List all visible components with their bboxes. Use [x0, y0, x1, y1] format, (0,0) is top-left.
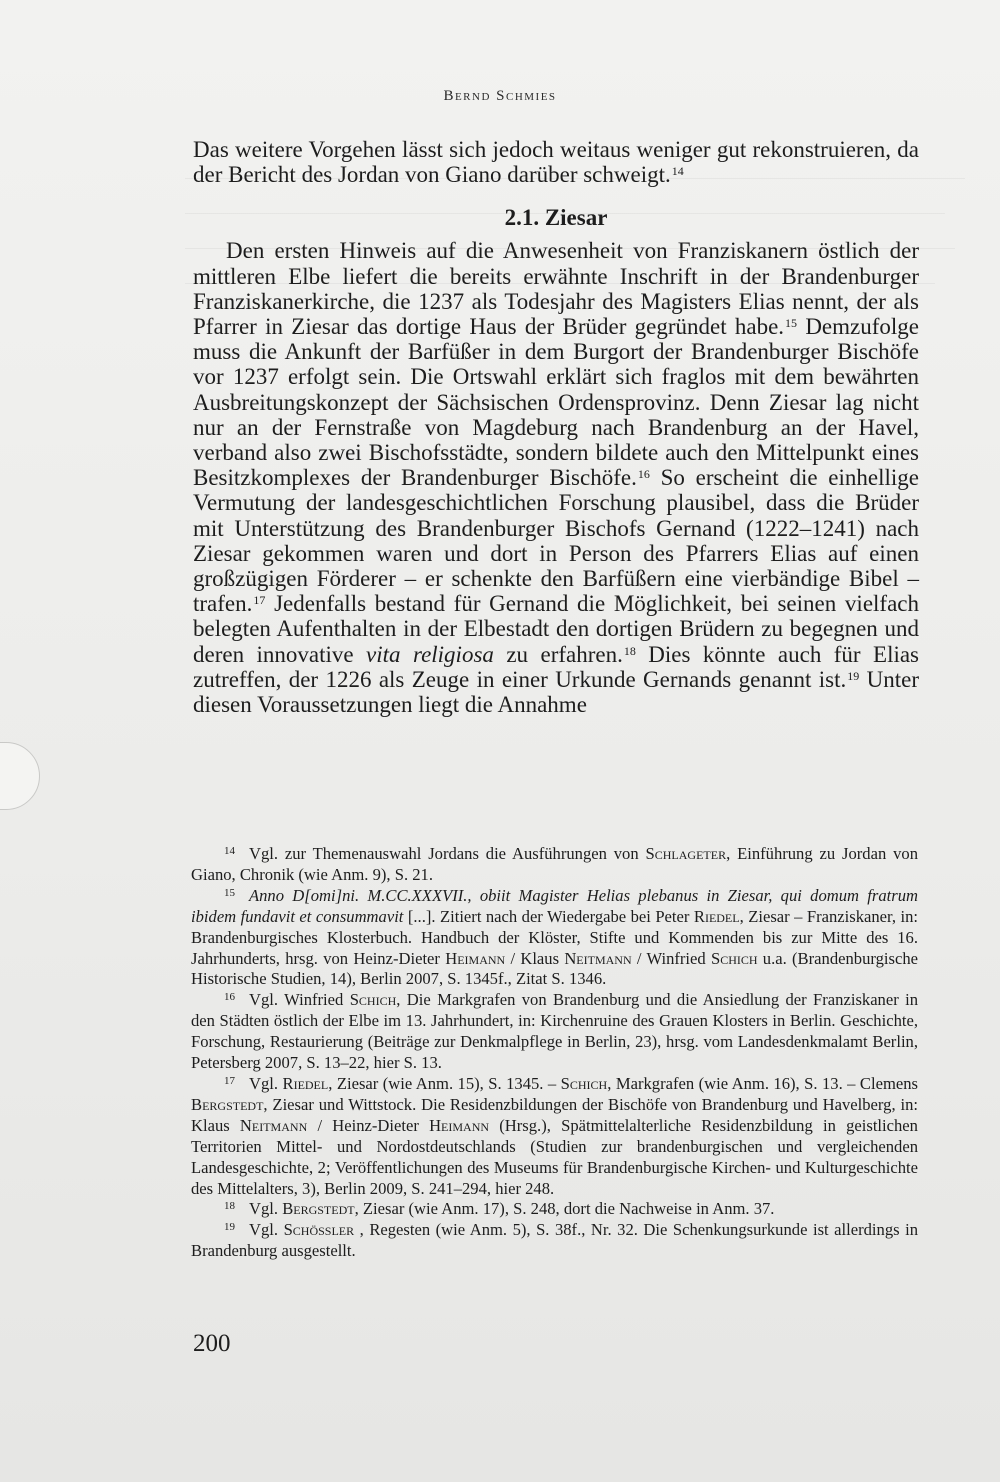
footnote-ref-14[interactable]: 14	[671, 164, 684, 179]
footnote-text: Vgl.	[249, 1073, 283, 1093]
footnote-text: , Regesten (wie Anm. 5), S. 38f., Nr. 32. Die Schenkungsurkunde ist allerdings in Brandenburg ausgestellt.	[191, 1220, 919, 1261]
footnote-ref-18[interactable]: 18	[623, 643, 636, 658]
author-name: Bergstedt	[282, 1199, 355, 1219]
footnote-text: , Ziesar (wie Anm. 15), S. 1345. –	[328, 1073, 561, 1093]
opening-paragraph-text: Das weitere Vorgehen lässt sich jedoch weitaus weniger gut rekonstruieren, da der Bericht des Jordan von Giano darüber schweigt.	[193, 137, 919, 188]
opening-paragraph	[193, 137, 919, 187]
author-name: Bergstedt	[191, 1094, 264, 1114]
footnote-text: , Ziesar – Franziskaner, in: Brandenburgisches Klosterbuch. Handbuch der Klöster, Stifte und Kommenden bis zur Mitte des 16. Jahrhunderts, hrsg. von Heinz-Dieter	[191, 906, 918, 968]
footnote-ref-15[interactable]: 15	[785, 316, 798, 331]
author-name: Schich	[710, 948, 758, 968]
footnote-16	[191, 990, 918, 1074]
inscription-quote: Anno D[omi]ni. M.CC.XXXVII., obiit Magister Helias plebanus in Ziesar, qui domum fratrum ibidem fundavit et consummavit	[191, 885, 918, 926]
author-name: Riedel	[693, 906, 740, 926]
main-text	[193, 137, 919, 717]
footnote-text: [...]. Zitiert nach der Wiedergabe bei Peter	[403, 906, 694, 926]
footnote-number: 18	[224, 1200, 235, 1213]
author-name: Heimann	[429, 1115, 490, 1135]
footnote-ref-19[interactable]: 19	[847, 668, 860, 683]
author-name: Neitmann	[239, 1115, 308, 1135]
footnote-18	[191, 1199, 918, 1220]
footnote-15	[191, 886, 918, 991]
footnote-text: Vgl.	[249, 1220, 284, 1240]
footnote-number: 17	[224, 1074, 235, 1087]
footnote-text: / Heinz-Dieter	[307, 1115, 430, 1135]
footnote-number: 16	[224, 991, 235, 1004]
author-name: Heimann	[445, 948, 506, 968]
author-name: Schich	[349, 990, 397, 1010]
body-sentence-1: Den ersten Hinweis auf die Anwesenheit von Franziskanern östlich der mittleren Elbe liefert die bereits erwähnte Inschrift in der Brandenburger Franziskanerkirche, die 1237 als Todesjahr des Magisters Elias nennt, der als Pfarrer in Ziesar das dortige Haus der Brüder gegründet habe.	[193, 238, 919, 340]
body-sentence-2: Demzufolge muss die Ankunft der Barfüßer in dem Burgort der Brandenburger Bischöfe vor 1237 erfolgt sein. Die Ortswahl erklärt sich fraglos mit dem bewährten Ausbreitungskonzept der Sächsischen Ordensprovinz. Denn Ziesar lag nicht nur an der Fernstraße von Magdeburg nach Brandenburg an der Havel, verband also zwei Bischofsstädte, sondern bildete auch den Mittelpunkt eines Besitzkomplexes der Brandenburger Bischöfe.	[193, 314, 919, 491]
body-sentence-6: Unter diesen Voraussetzungen liegt die Annahme	[193, 666, 919, 718]
footnote-number: 15	[224, 886, 235, 899]
footnote-text: , Die Markgrafen von Brandenburg und die Ansiedlung der Franziskaner in den Städten östlich der Elbe im 13. Jahrhundert, in: Kirchenruine des Grauen Klosters in Berlin. Geschichte, Forschung, Restaurierung (Beiträge zur Denkmalpflege in Berlin, 23), hrsg. vom Landesdenkmalamt Berlin, Petersberg 2007, S. 13–22, hier S. 13.	[191, 990, 919, 1073]
author-name: Schössler	[283, 1220, 355, 1240]
running-head: Bernd Schmies	[443, 88, 557, 104]
footnotes	[191, 844, 918, 1262]
footnote-14	[191, 844, 918, 886]
footnote-19	[191, 1220, 918, 1262]
page-number: 200	[193, 1330, 231, 1357]
footnote-text: (Hrsg.), Spätmittelalterliche Residenzbildung in geistlichen Territorien Mittel- und Nordostdeutschlands (Studien zur brandenburgischen und vergleichenden Landesgeschichte, 2; Veröffentlichungen des Museums für Brandenburgische Kirchen- und Kulturgeschichte des Mittelalters, 3), Berlin 2009, S. 241–294, hier 248.	[191, 1115, 918, 1198]
footnote-text: , Ziesar und Wittstock. Die Residenzbildungen der Bischöfe von Brandenburg und Havelberg, in: Klaus	[191, 1094, 918, 1135]
body-italic-term: vita religiosa	[366, 641, 494, 667]
footnote-text: u.a. (Brandenburgische Historische Studien, 14), Berlin 2007, S. 1345f., Zitat S. 1346.	[191, 948, 918, 989]
footnote-text: / Winfried	[631, 948, 711, 968]
footnote-number: 19	[224, 1221, 235, 1234]
footnote-text: Vgl. Winfried	[249, 990, 350, 1010]
footnote-text: Vgl. zur Themenauswahl Jordans die Ausführungen von	[249, 844, 646, 863]
footnote-text: , Markgrafen (wie Anm. 16), S. 13. – Clemens	[607, 1073, 918, 1093]
author-name: Neitmann	[564, 948, 632, 968]
footnote-17	[191, 1074, 918, 1199]
footnote-number: 14	[224, 845, 235, 857]
body-sentence-3: So erscheint die einhellige Vermutung der landesgeschichtlichen Forschung plausibel, dass die Brüder mit Unterstützung des Brandenburger Bischofs Gernand (1222–1241) nach Ziesar gekommen waren und dort in Person des Pfarrers Elias auf einen großzügigen Förderer – er schenkte den Barfüßern eine vierbändige Bibel – trafen.	[193, 465, 919, 617]
body-sentence-4-end: zu erfahren.	[493, 641, 623, 667]
body-paragraph	[193, 238, 919, 717]
footnote-text: Vgl.	[249, 1199, 283, 1219]
section-title: 2.1. Ziesar	[504, 205, 608, 231]
author-name: Schlageter	[645, 844, 727, 863]
author-name: Riedel	[282, 1073, 329, 1093]
footnote-text: / Klaus	[505, 948, 565, 968]
author-name: Schich	[560, 1073, 608, 1093]
body-sentence-5: Dies könnte auch für Elias zutreffen, der 1226 als Zeuge in einer Urkunde Gernands genannt ist.	[193, 641, 920, 692]
footnote-ref-16[interactable]: 16	[637, 467, 650, 482]
footnote-ref-17[interactable]: 17	[253, 593, 266, 608]
footnote-text: , Einführung zu Jordan von Giano, Chronik (wie Anm. 9), S. 21.	[191, 844, 918, 884]
body-sentence-4: Jedenfalls bestand für Gernand die Möglichkeit, bei seinen vielfach belegten Aufenthalten in der Elbestadt den dortigen Brüdern zu begegnen und deren innovative	[193, 591, 919, 667]
footnote-text: , Ziesar (wie Anm. 17), S. 248, dort die Nachweise in Anm. 37.	[354, 1199, 775, 1219]
